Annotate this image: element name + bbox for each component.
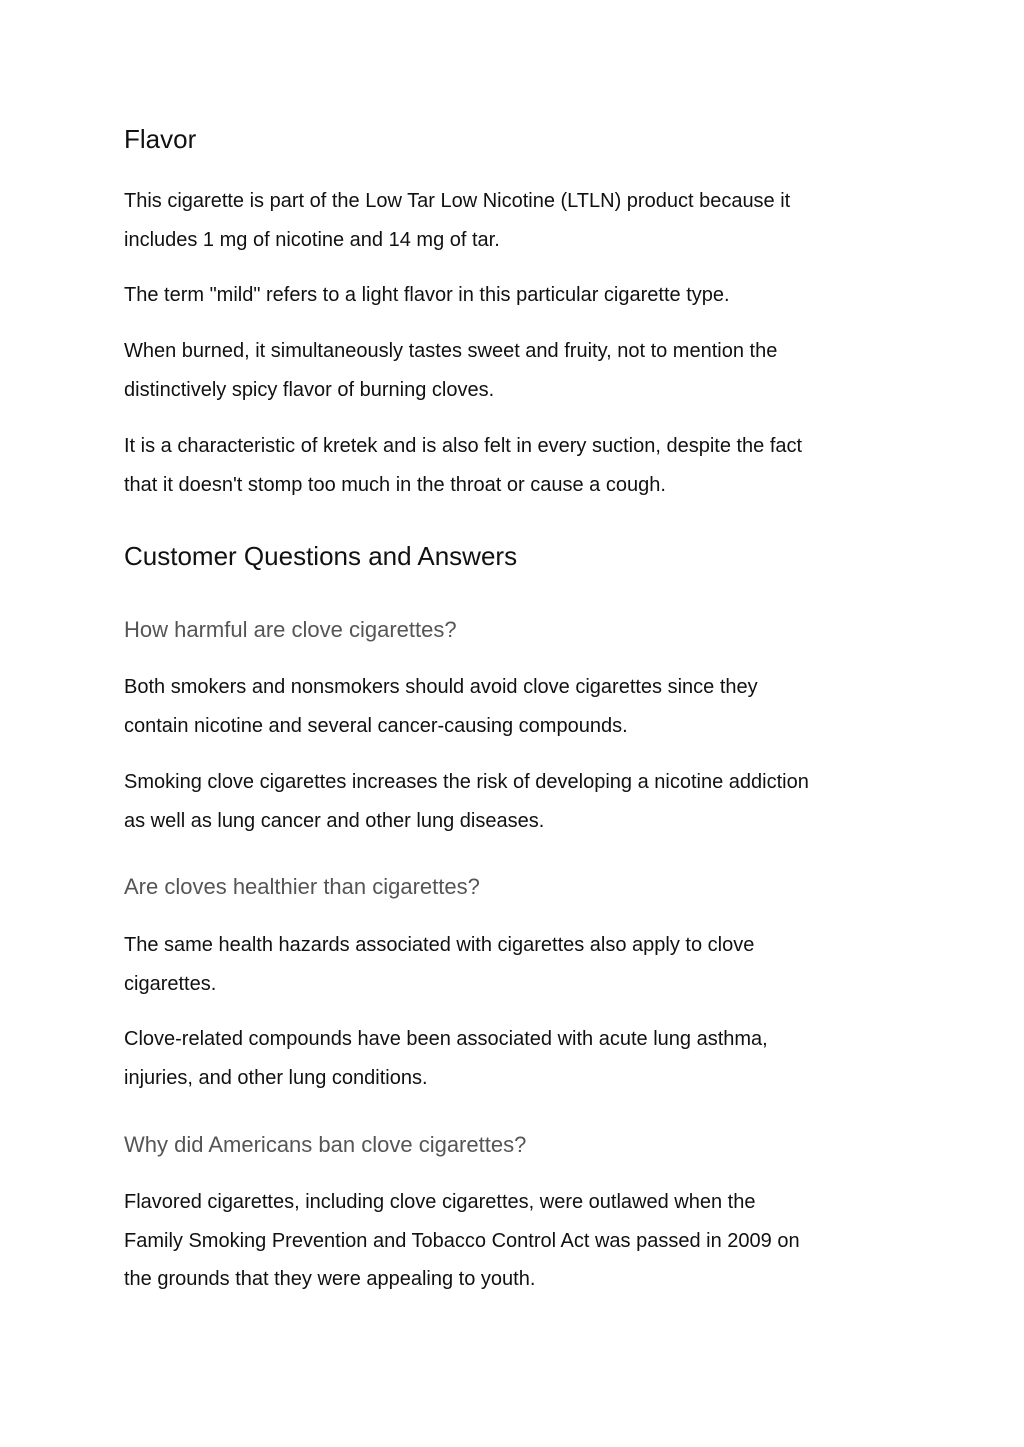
text-line: When burned, it simultaneously tastes sweet and fruity, not to mention the — [124, 340, 778, 362]
section-heading-flavor: Flavor — [124, 124, 197, 154]
answer-paragraph — [124, 1020, 904, 1097]
text-line: the grounds that they were appealing to youth. — [124, 1268, 536, 1290]
text-line: Both smokers and nonsmokers should avoid clove cigarettes since they — [124, 676, 758, 698]
section-heading-customer-qa: Customer Questions and Answers — [124, 541, 518, 571]
question-heading: Are cloves healthier than cigarettes? — [124, 874, 480, 899]
answer-paragraph — [124, 926, 904, 1003]
paragraph — [124, 332, 904, 409]
text-line: includes 1 mg of nicotine and 14 mg of tar. — [124, 228, 500, 251]
text-line: This cigarette is part of the Low Tar Low Nicotine (LTLN) product because it — [124, 190, 791, 212]
text-line: It is a characteristic of kretek and is also felt in every suction, despite the fact — [124, 435, 803, 457]
answer-paragraph — [124, 1183, 904, 1299]
paragraph — [124, 276, 904, 315]
text-line: contain nicotine and several cancer-causing compounds. — [124, 714, 628, 737]
text-line: Family Smoking Prevention and Tobacco Control Act was passed in 2009 on — [124, 1229, 800, 1252]
text-line: cigarettes. — [124, 972, 217, 995]
text-line: distinctively spicy flavor of burning cloves. — [124, 378, 495, 401]
text-line: Flavored cigarettes, including clove cigarettes, were outlawed when the — [124, 1191, 756, 1213]
text-line: as well as lung cancer and other lung diseases. — [124, 809, 545, 832]
text-line: injuries, and other lung conditions. — [124, 1066, 428, 1089]
question-heading: How harmful are clove cigarettes? — [124, 617, 457, 642]
text-line: Smoking clove cigarettes increases the risk of developing a nicotine addiction — [124, 771, 809, 793]
text-line: that it doesn't stomp too much in the throat or cause a cough. — [124, 473, 666, 496]
paragraph — [124, 182, 904, 259]
text-line: The term "mild" refers to a light flavor in this particular cigarette type. — [124, 284, 730, 306]
question-heading: Why did Americans ban clove cigarettes? — [124, 1132, 527, 1157]
text-line: The same health hazards associated with cigarettes also apply to clove — [124, 934, 755, 956]
text-line: Clove-related compounds have been associated with acute lung asthma, — [124, 1028, 768, 1050]
answer-paragraph — [124, 763, 904, 840]
paragraph — [124, 427, 904, 504]
answer-paragraph — [124, 668, 904, 745]
